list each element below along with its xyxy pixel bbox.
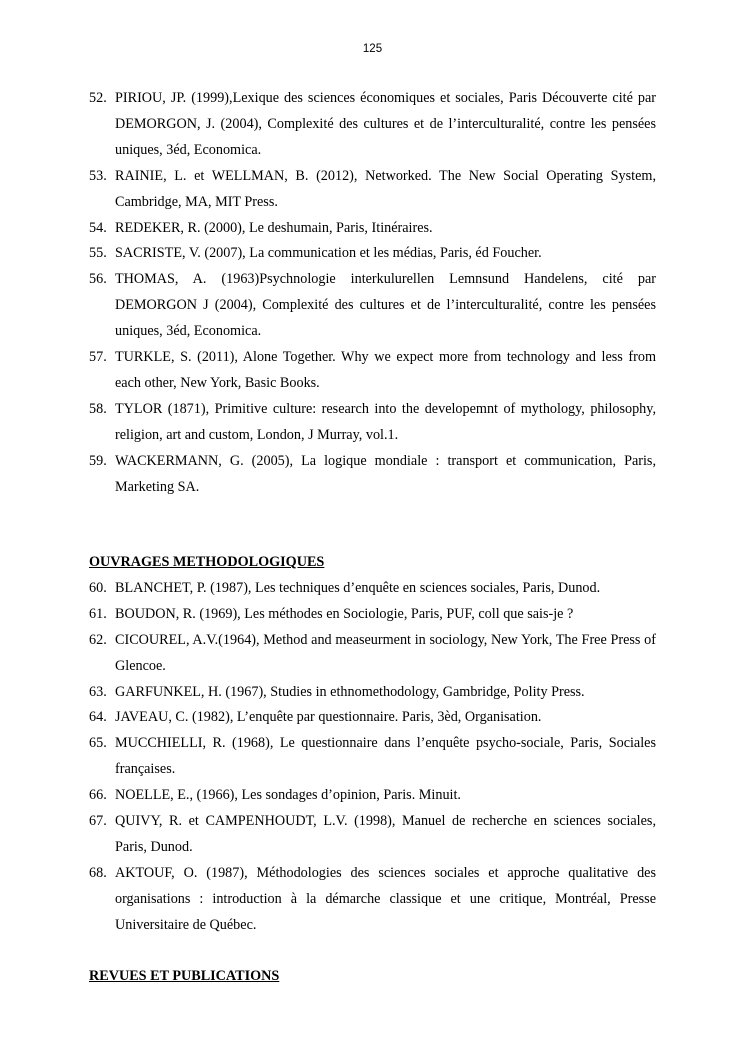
item-number: 53. [89, 167, 107, 184]
list-item [89, 345, 656, 397]
item-text: WACKERMANN, G. (2005), La logique mondiale : transport et communication, Paris, Marketing SA. [115, 452, 656, 495]
list-item [89, 809, 656, 861]
item-number: 66. [89, 787, 107, 804]
item-text: PIRIOU, JP. (1999),Lexique des sciences économiques et sociales, Paris Découverte cité par DEMORGON, J. (2004), Complexité des cultures et de l’interculturalité, contre les pensées uniques, 3éd, Economica. [115, 90, 656, 158]
list-item [89, 576, 656, 602]
list-item [89, 731, 656, 783]
publications-section [89, 964, 656, 990]
item-number: 60. [89, 579, 107, 596]
item-number: 55. [89, 245, 107, 262]
list-item [89, 449, 656, 501]
section-heading-publications: REVUES ET PUBLICATIONS [89, 968, 280, 984]
item-text: SACRISTE, V. (2007), La communication et les médias, Paris, éd Foucher. [115, 245, 542, 262]
item-number: 54. [89, 219, 107, 236]
item-text: RAINIE, L. et WELLMAN, B. (2012), Networked. The New Social Operating System, Cambridge, MA, MIT Press. [115, 167, 656, 210]
item-number: 67. [89, 813, 107, 830]
item-text: THOMAS, A. (1963)Psychnologie interkulurellen Lemnsund Handelens, cité par DEMORGON J (2004), Complexité des cultures et de l’interculturalité, contre les pensées uniques, 3éd, Economica. [115, 271, 656, 340]
item-text: TURKLE, S. (2011), Alone Together. Why we expect more from technology and less from each other, New York, Basic Books. [115, 349, 656, 391]
item-number: 63. [89, 683, 107, 700]
item-text: NOELLE, E., (1966), Les sondages d’opinion, Paris. Minuit. [115, 787, 461, 804]
item-text: GARFUNKEL, H. (1967), Studies in ethnomethodology, Gambridge, Polity Press. [115, 683, 585, 700]
item-number: 59. [89, 452, 107, 469]
section-heading-methodology: OUVRAGES METHODOLOGIQUES [89, 554, 325, 570]
list-item [89, 164, 656, 216]
item-text: AKTOUF, O. (1987), Méthodologies des sciences sociales et approche qualitative des organisations : introduction à la démarche classique et une critique, Montréal, Presse Universitaire de Québec. [115, 864, 656, 933]
item-number: 65. [89, 735, 107, 752]
list-item [89, 861, 656, 939]
list-item [89, 602, 656, 628]
item-number: 64. [89, 709, 107, 726]
page-number: 125 [362, 43, 383, 55]
list-item [89, 628, 656, 680]
item-number: 61. [89, 605, 107, 622]
item-text: BOUDON, R. (1969), Les méthodes en Sociologie, Paris, PUF, coll que sais-je ? [115, 605, 574, 622]
references-continued [89, 86, 656, 501]
list-item [89, 267, 656, 345]
item-text: TYLOR (1871), Primitive culture: research into the developemnt of mythology, philosophy, religion, art and custom, London, J Murray, vol.1. [115, 400, 656, 443]
item-text: JAVEAU, C. (1982), L’enquête par questionnaire. Paris, 3èd, Organisation. [115, 709, 542, 726]
item-number: 62. [89, 631, 107, 648]
item-number: 58. [89, 400, 107, 417]
item-text: CICOUREL, A.V.(1964), Method and measeurment in sociology, New York, The Free Press of Glencoe. [115, 631, 656, 674]
item-text: BLANCHET, P. (1987), Les techniques d’enquête en sciences sociales, Paris, Dunod. [115, 579, 601, 596]
item-text: QUIVY, R. et CAMPENHOUDT, L.V. (1998), Manuel de recherche en sciences sociales, Paris, Dunod. [115, 813, 656, 855]
list-item [89, 241, 656, 267]
list-item [89, 86, 656, 164]
item-text: MUCCHIELLI, R. (1968), Le questionnaire dans l’enquête psycho-sociale, Paris, Sociales françaises. [115, 735, 656, 778]
item-number: 57. [89, 349, 107, 366]
list-item [89, 705, 656, 731]
item-text: REDEKER, R. (2000), Le deshumain, Paris, Itinéraires. [115, 219, 433, 236]
item-number: 52. [89, 90, 107, 106]
methodology-section [89, 550, 656, 939]
list-item [89, 783, 656, 809]
list-item [89, 680, 656, 706]
list-item [89, 216, 656, 242]
item-number: 68. [89, 864, 107, 881]
list-item [89, 397, 656, 449]
item-number: 56. [89, 271, 107, 288]
